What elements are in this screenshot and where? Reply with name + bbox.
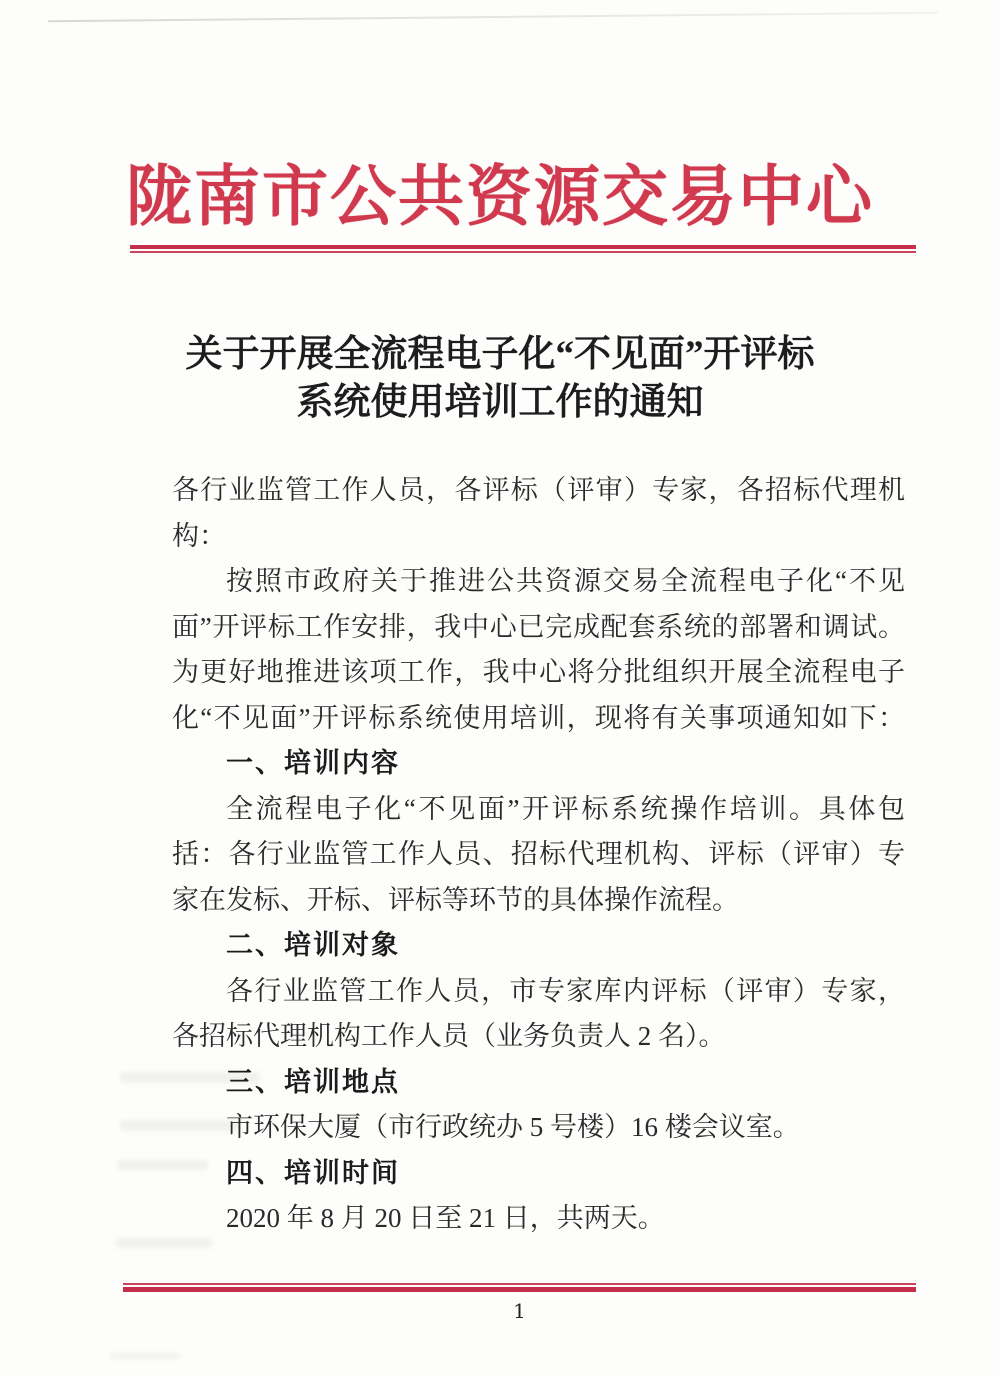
salutation-line-1: 各行业监管工作人员，各评标（评审）专家，各招标代理机 <box>172 475 905 505</box>
section-3-line-1: 市环保大厦（市行政统办 5 号楼）16 楼会议室。 <box>226 1112 800 1142</box>
section-2-line-1: 各行业监管工作人员，市专家库内评标（评审）专家， <box>226 975 905 1006</box>
section-1-line-3: 家在发标、开标、评标等环节的具体操作流程。 <box>172 884 739 915</box>
intro-line-4: 化“不见面”开评标系统使用培训，现将有关事项通知如下： <box>172 702 905 733</box>
document-title-line-2: 系统使用培训工作的通知 <box>296 382 704 423</box>
section-3-heading: 三、培训地点 <box>226 1066 400 1097</box>
document-title-line-1: 关于开展全流程电子化“不见面”开评标 <box>185 334 815 375</box>
letterhead-divider-thin-line <box>130 251 916 253</box>
page-number: 1 <box>513 1299 526 1323</box>
intro-line-3: 为更好地推进该项工作，我中心将分批组织开展全流程电子 <box>172 657 905 687</box>
footer-divider-thin-line <box>123 1283 916 1285</box>
footer-divider-thick-line <box>123 1287 916 1292</box>
intro-line-2: 面”开评标工作安排，我中心已完成配套系统的部署和调试。 <box>172 611 905 642</box>
section-2-heading: 二、培训对象 <box>226 930 400 960</box>
document-title <box>0 331 1000 427</box>
section-4-heading: 四、培训时间 <box>226 1157 400 1188</box>
section-1-line-1: 全流程电子化“不见面”开评标系统操作培训。具体包 <box>226 793 905 824</box>
section-4-line-1: 2020 年 8 月 20 日至 21 日，共两天。 <box>226 1203 665 1233</box>
bleedthrough-smudge <box>110 1352 180 1360</box>
letterhead-org-name: 陇南市公共资源交易中心 <box>126 161 874 234</box>
section-2-line-2: 各招标代理机构工作人员（业务负责人 2 名）。 <box>172 1021 726 1051</box>
footer-divider <box>123 1283 916 1292</box>
section-1-line-2: 括：各行业监管工作人员、招标代理机构、评标（评审）专 <box>172 839 905 869</box>
intro-line-1: 按照市政府关于推进公共资源交易全流程电子化“不见 <box>226 566 905 596</box>
salutation-line-2: 构： <box>172 520 226 551</box>
letterhead-divider-thick-line <box>130 245 916 249</box>
scan-edge-artifact <box>48 12 938 23</box>
document-body <box>172 468 905 1242</box>
letterhead-divider <box>130 245 916 253</box>
section-1-heading: 一、培训内容 <box>226 748 400 778</box>
